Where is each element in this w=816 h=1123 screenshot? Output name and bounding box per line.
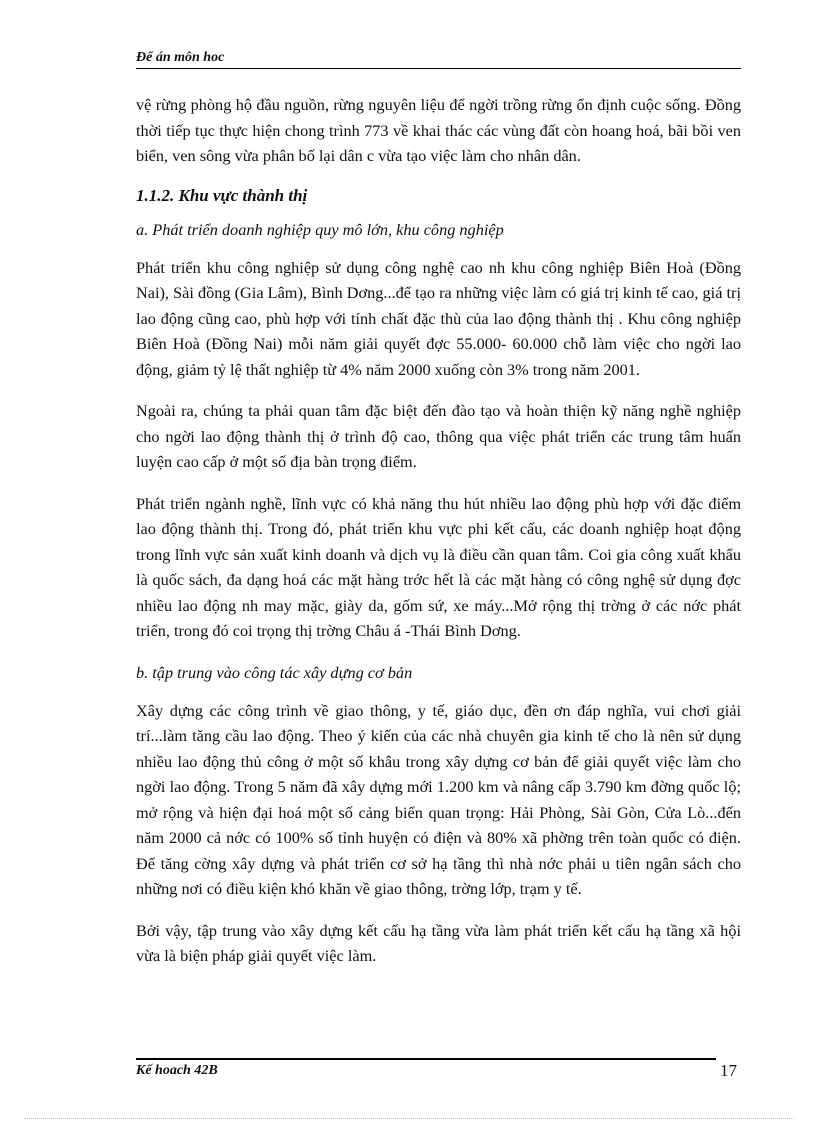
subsection-a-heading: a. Phát triển doanh nghiệp quy mô lớn, khu công nghiệp (136, 219, 504, 239)
page-number: 17 (720, 1061, 737, 1080)
subsection-b-heading: b. tập trung vào công tác xây dựng cơ bản (136, 662, 413, 682)
paragraph: Xây dựng các công trình về giao thông, y tế, giáo dục, đền ơn đáp nghĩa, vui chơi giải trí...làm tăng cầu lao động. Theo ý kiến của các nhà chuyên gia kinh tế cho là nên sử dụng nhiều lao động thủ công ở một số khâu trong xây dựng cơ bản để giải quyết việc làm cho ngời lao động. Trong 5 năm đã xây dựng mới 1.200 km và nâng cấp 3.790 km đờng quốc lộ; mở rộng và hiện đại hoá một số cảng biển quan trọng: Hải Phòng, Sài Gòn, Cửa Lò...đến năm 2000 cả nớc có 100% số tỉnh huyện có điện và 80% xã phờng trên toàn quốc có điện. Để tăng cờng xây dựng và phát triển cơ sở hạ tầng thì nhà nớc phải u tiên ngân sách cho những nơi có điều kiện khó khăn về giao thông, trờng lớp, trạm y tế. (136, 700, 741, 898)
paragraph: vệ rừng phòng hộ đầu nguồn, rừng nguyên liệu để ngời trồng rừng ổn định cuộc sống. Đồng thời tiếp tục thực hiện chong trình 773 về khai thác các vùng đất còn hoang hoá, bãi bồi ven biển, ven sông vừa phân bố lại dân c vừa tạo việc làm cho nhân dân. (136, 95, 741, 165)
page-footer (136, 1060, 741, 1082)
page-edge-divider (24, 1118, 794, 1119)
page-content (136, 92, 741, 985)
paragraph: Phát triển ngành nghề, lĩnh vực có khả năng thu hút nhiều lao động phù hợp với đặc điểm lao động thành thị. Trong đó, phát triển khu vực phi kết cấu, các doanh nghiệp hoạt động trong lĩnh vực sản xuất kinh doanh và dịch vụ là điều cần quan tâm. Coi gia công xuất khẩu là quốc sách, đa dạng hoá các mặt hàng trớc hết là các mặt hàng có công nghệ sử dụng đợc nhiều lao động nh may mặc, giày da, gốm sứ, xe máy...Mở rộng thị trờng ở các nớc phát triển, trong đó coi trọng thị trờng Châu á -Thái Bình Dơng. (136, 493, 741, 640)
paragraph: Ngoài ra, chúng ta phải quan tâm đặc biệt đến đào tạo và hoàn thiện kỹ năng nghề nghiệp cho ngời lao động thành thị ở trình độ cao, thông qua việc phát triển các trung tâm huấn luyện cao cấp ở một số địa bàn trọng điểm. (136, 401, 741, 471)
page-header (136, 48, 741, 69)
footer-label: Kế hoach 42B (136, 1063, 218, 1078)
paragraph: Bởi vậy, tập trung vào xây dựng kết cấu hạ tầng vừa làm phát triển kết cấu hạ tầng xã hội vừa là biện pháp giải quyết việc làm. (136, 920, 741, 965)
section-heading: 1.1.2. Khu vực thành thị (136, 185, 308, 205)
header-title: Để án môn hoc (136, 50, 225, 65)
paragraph: Phát triển khu công nghiệp sử dụng công nghệ cao nh khu công nghiệp Biên Hoà (Đồng Nai), Sài đồng (Gia Lâm), Bình Dơng...để tạo ra những việc làm có giá trị kinh tế cao, giá trị lao động cũng cao, phù hợp với tính chất đặc thù của lao động thành thị . Khu công nghiệp Biên Hoà (Đồng Nai) mỗi năm giải quyết đợc 55.000- 60.000 chỗ làm việc cho ngời lao động, giảm tỷ lệ thất nghiệp từ 4% năm 2000 xuống còn 3% trong năm 2001. (136, 257, 741, 379)
